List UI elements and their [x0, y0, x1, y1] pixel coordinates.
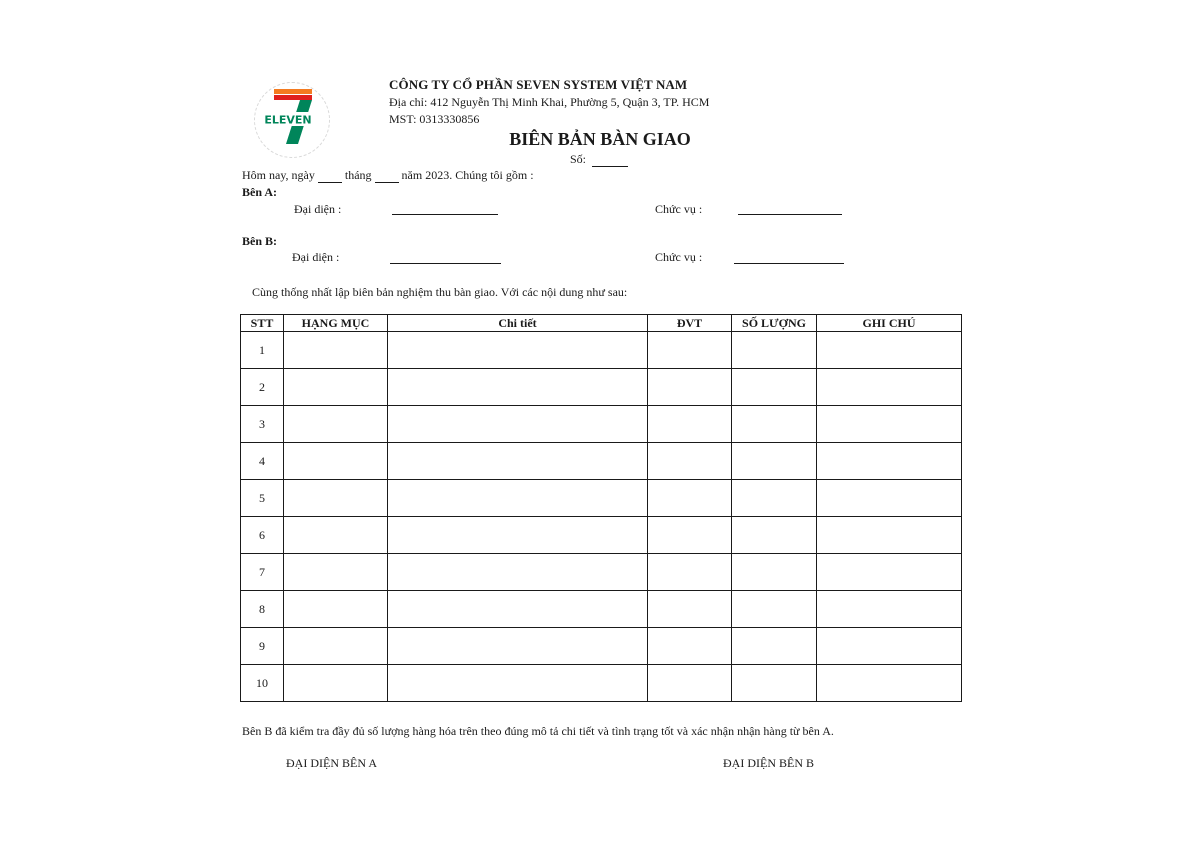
- cell-detail[interactable]: [388, 443, 648, 480]
- company-tax-code: MST: 0313330856: [389, 112, 480, 126]
- cell-stt: 6: [241, 517, 284, 554]
- cell-quantity[interactable]: [732, 628, 817, 665]
- table-row: [241, 443, 962, 480]
- party-a-rep-blank[interactable]: [392, 202, 498, 215]
- table-row: [241, 591, 962, 628]
- party-a-position-blank[interactable]: [738, 202, 842, 215]
- col-header-quantity: SỐ LƯỢNG: [732, 315, 817, 332]
- cell-quantity[interactable]: [732, 591, 817, 628]
- table-row: [241, 628, 962, 665]
- col-header-note: GHI CHÚ: [817, 315, 962, 332]
- document-number: [570, 152, 628, 167]
- cell-detail[interactable]: [388, 406, 648, 443]
- cell-item[interactable]: [284, 480, 388, 517]
- cell-detail[interactable]: [388, 591, 648, 628]
- intro-day-blank[interactable]: [318, 171, 342, 183]
- cell-stt: 9: [241, 628, 284, 665]
- cell-stt: 5: [241, 480, 284, 517]
- cell-item[interactable]: [284, 332, 388, 369]
- cell-note[interactable]: [817, 406, 962, 443]
- cell-note[interactable]: [817, 628, 962, 665]
- cell-quantity[interactable]: [732, 554, 817, 591]
- intro-month-label: tháng: [344, 168, 372, 182]
- cell-stt: 1: [241, 332, 284, 369]
- cell-item[interactable]: [284, 591, 388, 628]
- cell-item[interactable]: [284, 369, 388, 406]
- party-b-position-blank[interactable]: [734, 251, 844, 264]
- document-title: BIÊN BẢN BÀN GIAO: [509, 129, 691, 149]
- party-b-position-label: Chức vụ :: [655, 250, 703, 264]
- confirmation-text: Bên B đã kiểm tra đầy đủ số lượng hàng hóa trên theo đúng mô tả chi tiết và tình trạng tốt và xác nhận nhận hàng từ bên A.: [242, 724, 834, 738]
- cell-note[interactable]: [817, 369, 962, 406]
- cell-stt: 4: [241, 443, 284, 480]
- cell-quantity[interactable]: [732, 665, 817, 702]
- document-number-label: Số:: [570, 152, 587, 166]
- table-row: [241, 517, 962, 554]
- cell-item[interactable]: [284, 443, 388, 480]
- cell-detail[interactable]: [388, 665, 648, 702]
- cell-note[interactable]: [817, 554, 962, 591]
- cell-unit[interactable]: [648, 332, 732, 369]
- cell-item[interactable]: [284, 554, 388, 591]
- col-header-detail: Chi tiết: [388, 315, 648, 332]
- cell-item[interactable]: [284, 406, 388, 443]
- cell-note[interactable]: [817, 591, 962, 628]
- cell-quantity[interactable]: [732, 332, 817, 369]
- cell-unit[interactable]: [648, 406, 732, 443]
- cell-unit[interactable]: [648, 369, 732, 406]
- cell-note[interactable]: [817, 665, 962, 702]
- handover-table: [240, 314, 962, 702]
- cell-detail[interactable]: [388, 628, 648, 665]
- party-a-rep-label: Đại diện :: [294, 202, 342, 216]
- cell-unit[interactable]: [648, 665, 732, 702]
- cell-unit[interactable]: [648, 591, 732, 628]
- party-b-rep-label: Đại diện :: [292, 250, 340, 264]
- cell-note[interactable]: [817, 443, 962, 480]
- document-number-blank[interactable]: [592, 155, 628, 167]
- logo-text: ELEVEN: [264, 113, 312, 127]
- intro-month-blank[interactable]: [375, 171, 399, 183]
- cell-quantity[interactable]: [732, 443, 817, 480]
- cell-unit[interactable]: [648, 517, 732, 554]
- cell-stt: 3: [241, 406, 284, 443]
- party-a-label: Bên A:: [242, 185, 278, 199]
- col-header-unit: ĐVT: [648, 315, 732, 332]
- table-row: [241, 480, 962, 517]
- cell-unit[interactable]: [648, 480, 732, 517]
- intro-day-label: Hôm nay, ngày: [242, 168, 315, 182]
- cell-quantity[interactable]: [732, 406, 817, 443]
- cell-unit[interactable]: [648, 628, 732, 665]
- signature-party-b: ĐẠI DIỆN BÊN B: [723, 756, 814, 770]
- intro-year-label: năm 2023. Chúng tôi gồm :: [401, 168, 534, 182]
- cell-quantity[interactable]: [732, 480, 817, 517]
- agreement-text: Cùng thống nhất lập biên bản nghiệm thu bàn giao. Với các nội dung như sau:: [252, 285, 628, 299]
- cell-unit[interactable]: [648, 554, 732, 591]
- cell-detail[interactable]: [388, 332, 648, 369]
- cell-detail[interactable]: [388, 554, 648, 591]
- cell-item[interactable]: [284, 517, 388, 554]
- intro-line: [242, 168, 534, 183]
- cell-item[interactable]: [284, 628, 388, 665]
- table-row: [241, 406, 962, 443]
- cell-note[interactable]: [817, 332, 962, 369]
- signature-party-a: ĐẠI DIỆN BÊN A: [286, 756, 377, 770]
- cell-note[interactable]: [817, 517, 962, 554]
- cell-unit[interactable]: [648, 443, 732, 480]
- cell-stt: 10: [241, 665, 284, 702]
- cell-stt: 7: [241, 554, 284, 591]
- party-b-label: Bên B:: [242, 234, 278, 248]
- logo-red-bar: [274, 95, 312, 100]
- company-name: CÔNG TY CỔ PHẦN SEVEN SYSTEM VIỆT NAM: [389, 77, 688, 92]
- table-row: [241, 332, 962, 369]
- cell-quantity[interactable]: [732, 517, 817, 554]
- cell-stt: 2: [241, 369, 284, 406]
- cell-note[interactable]: [817, 480, 962, 517]
- table-row: [241, 665, 962, 702]
- cell-quantity[interactable]: [732, 369, 817, 406]
- company-address: Địa chỉ: 412 Nguyễn Thị Minh Khai, Phường 5, Quận 3, TP. HCM: [389, 95, 710, 109]
- col-header-stt: STT: [241, 315, 284, 332]
- table-row: [241, 369, 962, 406]
- col-header-item: HẠNG MỤC: [284, 315, 388, 332]
- party-a-position-label: Chức vụ :: [655, 202, 703, 216]
- cell-detail[interactable]: [388, 369, 648, 406]
- logo-orange-bar: [274, 89, 312, 94]
- cell-detail[interactable]: [388, 480, 648, 517]
- party-b-rep-blank[interactable]: [390, 251, 501, 264]
- cell-detail[interactable]: [388, 517, 648, 554]
- table-header-row: [241, 315, 962, 332]
- table-row: [241, 554, 962, 591]
- cell-item[interactable]: [284, 665, 388, 702]
- cell-stt: 8: [241, 591, 284, 628]
